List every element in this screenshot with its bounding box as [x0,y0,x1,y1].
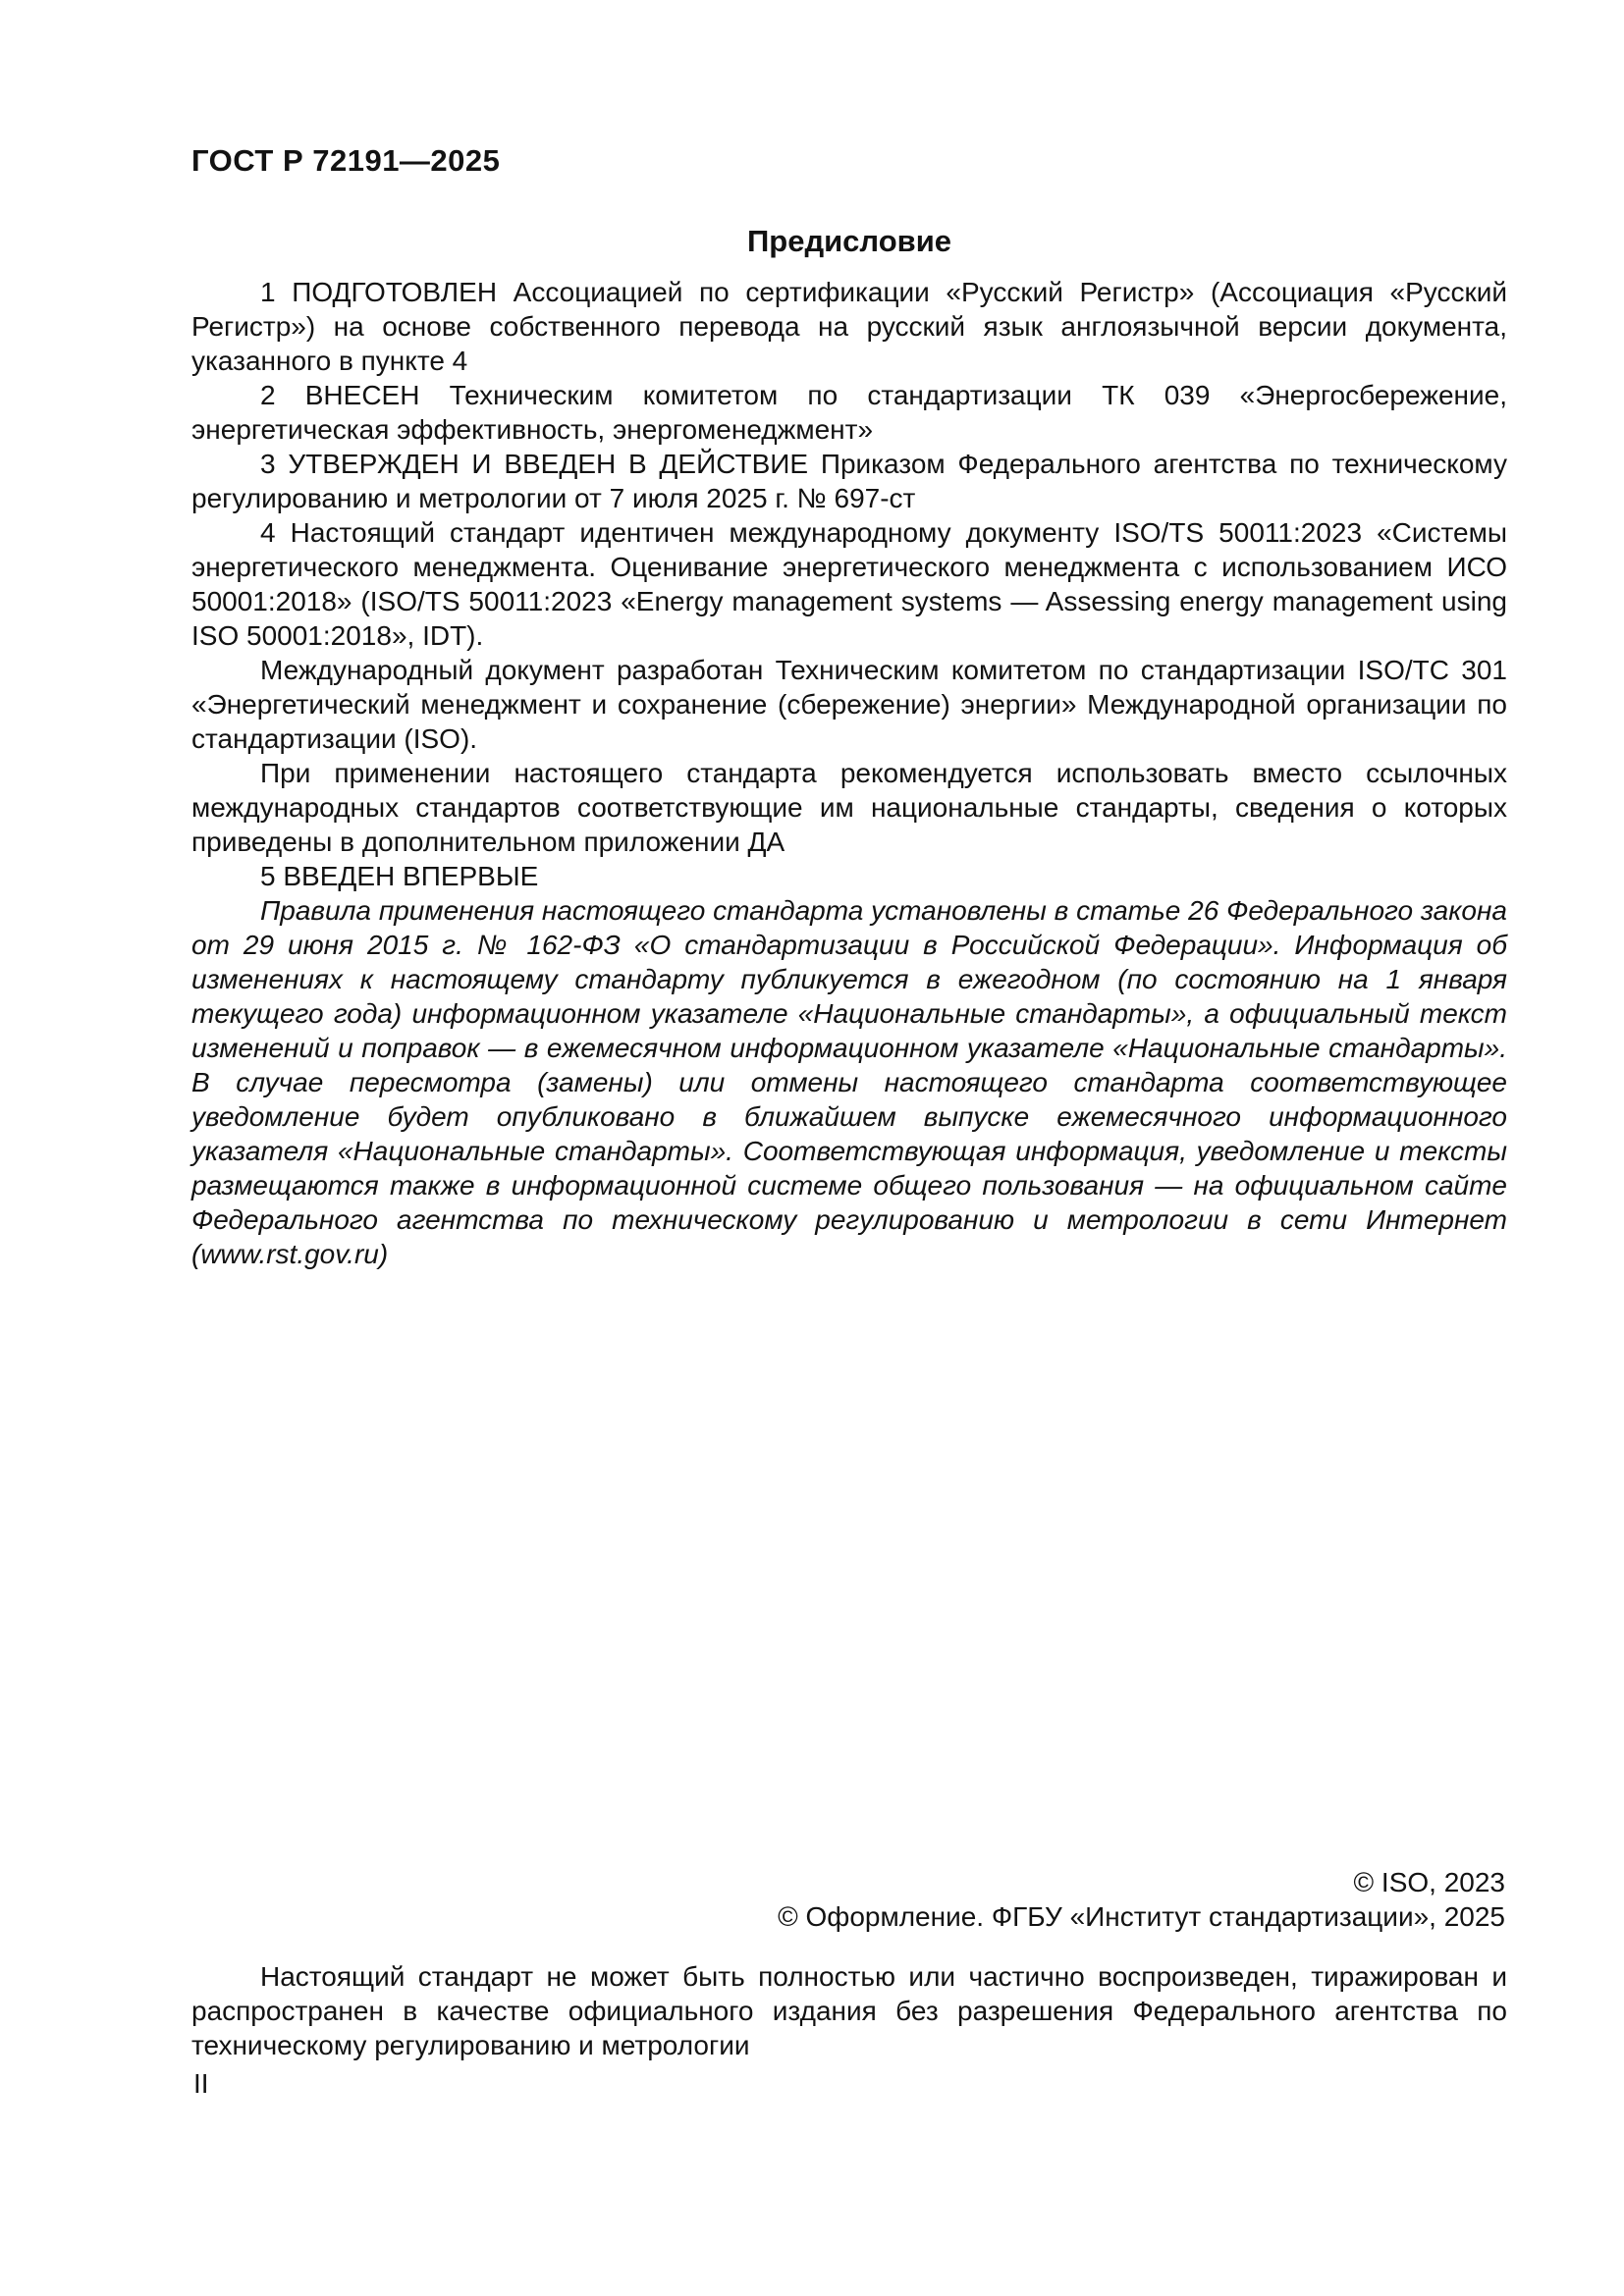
foreword-item-4: 4 Настоящий стандарт идентичен международному документу ISO/TS 50011:2023 «Системы энергетического менеджмента. Оценивание энергетического менеджмента с использованием ИСО 50001:2018» (ISO/TS 50011:2023 «Energy management systems — Assessing energy management using ISO 50001:2018», IDT). [191,517,1507,651]
foreword-item-2: 2 ВНЕСЕН Техническим комитетом по стандартизации ТК 039 «Энергосбережение, энергетическая эффективность, энергоменеджмент» [191,380,1507,445]
copyright-block [778,1865,1505,1934]
foreword-body [191,275,1507,1271]
legal-notice: Правила применения настоящего стандарта установлены в статье 26 Федерального закона от 29 июня 2015 г. № 162-ФЗ «О стандартизации в Российской Федерации». Информация об изменениях к настоящему стандарту публикуется в ежегодном (по состоянию на 1 января текущего года) информационном указателе «Национальные стандарты», а официальный текст изменений и поправок — в ежемесячном информационном указателе «Национальные стандарты». В случае пересмотра (замены) или отмены настоящего стандарта соответствующее уведомление будет опубликовано в ближайшем выпуске ежемесячного информационного указателя «Национальные стандарты». Соответствующая информация, уведомление и тексты размещаются также в информационной системе общего пользования — на официальном сайте Федерального агентства по техническому регулированию и метрологии в сети Интернет (www.rst.gov.ru) [191,895,1507,1269]
copyright-design-line: © Оформление. ФГБУ «Институт стандартизации», 2025 [778,1901,1505,1932]
page-title: Предисловие [746,224,951,258]
foreword-item-1: 1 ПОДГОТОВЛЕН Ассоциацией по сертификации «Русский Регистр» (Ассоциация «Русский Регистр») на основе собственного перевода на русский язык англоязычной версии документа, указанного в пункте 4 [191,277,1507,376]
copyright-iso-line: © ISO, 2023 [1353,1867,1505,1897]
page-number: II [193,2068,209,2099]
foreword-item-4-recommendation: При применении настоящего стандарта рекомендуется использовать вместо ссылочных международных стандартов соответствующие им национальные стандарты, сведения о которых приведены в дополнительном приложении ДА [191,758,1507,857]
restriction-notice: Настоящий стандарт не может быть полностью или частично воспроизведен, тиражирован и распространен в качестве официального издания без разрешения Федерального агентства по техническому регулированию и метрологии [191,1961,1507,2060]
foreword-item-4-note: Международный документ разработан Техническим комитетом по стандартизации ISO/ТС 301 «Энергетический менеджмент и сохранение (сбережение) энергии» Международной организации по стандартизации (ISO). [191,655,1507,754]
foreword-item-5: 5 ВВЕДЕН ВПЕРВЫЕ [260,861,539,891]
doc-code-header: ГОСТ Р 72191—2025 [191,143,501,178]
foreword-item-3: 3 УТВЕРЖДЕН И ВВЕДЕН В ДЕЙСТВИЕ Приказом Федерального агентства по техническому регулированию и метрологии от 7 июля 2025 г. № 697-ст [191,449,1507,513]
